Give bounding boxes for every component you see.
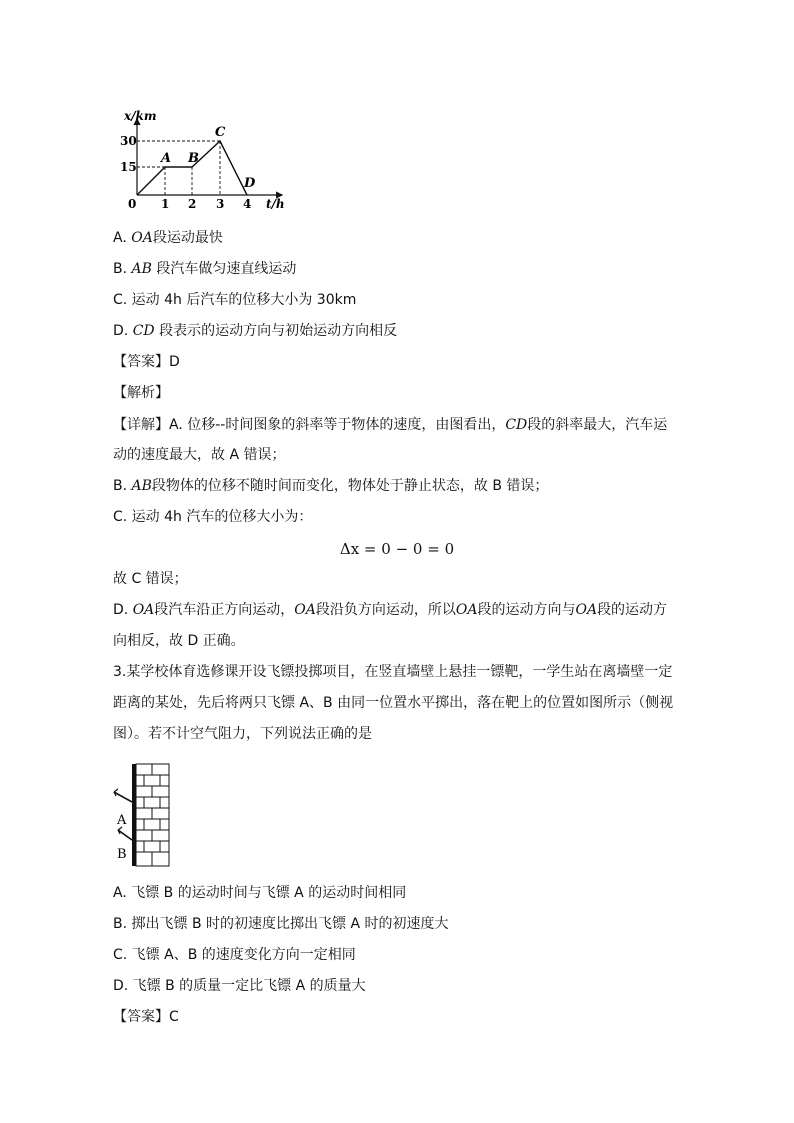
- q2-detail-d-mid4: 段的运动方: [597, 602, 668, 618]
- q2-detail-d-var3: OA: [455, 602, 478, 618]
- q2-option-c: C. 运动 4h 后汽车的位移大小为 30km: [113, 292, 357, 308]
- origin-label: 0: [128, 197, 137, 211]
- q3-stem-line3: 图）。若不计空气阻力，下列说法正确的是: [113, 726, 372, 742]
- q2-detail-d-var1: OA: [132, 602, 155, 618]
- q2-detail-d-line2: 向相反，故 D 正确。: [113, 633, 245, 649]
- q2-detail-b-prefix: B.: [113, 478, 132, 494]
- q2-detail-a-line2: 动的速度最大，故 A 错误；: [113, 447, 286, 463]
- point-label-c: C: [215, 125, 226, 140]
- q2-option-a-prefix: A.: [113, 230, 132, 246]
- q3-answer: 【答案】C: [113, 1009, 179, 1025]
- q2-detail-b-rest: 段物体的位移不随时间而变化，物体处于静止状态，故 B 错误；: [151, 478, 549, 494]
- q2-detail-b: [113, 476, 548, 496]
- q2-detail-d-mid2: 段沿负方向运动，所以: [315, 602, 456, 618]
- x-axis-label: t/h: [266, 197, 285, 211]
- q2-option-b-var: AB: [131, 261, 152, 277]
- q3-option-a: A. 飞镖 B 的运动时间与飞镖 A 的运动时间相同: [113, 885, 407, 901]
- q2-detail-a-line1: [113, 415, 667, 435]
- q2-detail-a-prefix: 【详解】A. 位移--时间图象的斜率等于物体的速度，由图看出，: [113, 417, 506, 433]
- y-axis-label: x/km: [124, 109, 157, 123]
- q2-detail-d-mid1: 段汽车沿正方向运动，: [154, 602, 295, 618]
- point-label-d: D: [244, 176, 256, 191]
- q2-detail-c-line1: C. 运动 4h 汽车的位移大小为：: [113, 509, 313, 525]
- q3-option-b: B. 掷出飞镖 B 时的初速度比掷出飞镖 A 时的初速度大: [113, 916, 449, 932]
- dart-label-a: A: [117, 813, 127, 828]
- q2-detail-d-var2: OA: [294, 602, 316, 618]
- dart-a: [114, 792, 132, 802]
- q2-option-d-prefix: D.: [113, 323, 133, 339]
- q2-detail-a-rest: 段的斜率最大，汽车运: [527, 417, 668, 433]
- displacement-formula: Δx = 0 − 0 = 0: [339, 540, 455, 558]
- dart-label-b: B: [117, 847, 127, 862]
- q2-detail-c-line2: 故 C 错误；: [113, 571, 188, 587]
- q2-option-a: [113, 228, 223, 248]
- q2-option-d: [113, 321, 397, 341]
- q2-analysis-title: 【解析】: [113, 385, 169, 401]
- dart-b: [118, 830, 132, 840]
- x-tick-2: 2: [188, 197, 197, 211]
- q2-option-d-var: CD: [132, 323, 155, 339]
- x-tick-4: 4: [243, 197, 252, 211]
- position-time-graph: [110, 105, 300, 215]
- x-tick-3: 3: [216, 197, 225, 211]
- q2-option-b-rest: 段汽车做匀速直线运动: [151, 261, 297, 277]
- y-tick-15: 15: [120, 160, 137, 174]
- q2-option-a-var: OA: [131, 230, 153, 246]
- q3-stem-line2: 距离的某处，先后将两只飞镖 A、B 由同一位置水平掷出，落在靶上的位置如图所示（侧视: [113, 695, 674, 711]
- q2-option-d-rest: 段表示的运动方向与初始运动方向相反: [154, 323, 398, 339]
- q2-answer: 【答案】D: [113, 354, 180, 370]
- q2-option-a-rest: 段运动最快: [152, 230, 223, 246]
- point-label-b: B: [188, 151, 199, 166]
- q2-detail-d-prefix: D.: [113, 602, 133, 618]
- brick-rows: [136, 764, 169, 866]
- q2-detail-d-var4: OA: [575, 602, 598, 618]
- q3-option-d: D. 飞镖 B 的质量一定比飞镖 A 的质量大: [113, 978, 366, 994]
- y-tick-30: 30: [120, 134, 137, 148]
- q2-detail-b-var: AB: [131, 478, 152, 494]
- q3-option-c: C. 飞镖 A、B 的速度变化方向一定相同: [113, 947, 356, 963]
- q3-stem-line1: 3.某学校体育选修课开设飞镖投掷项目，在竖直墙壁上悬挂一镖靶，一学生站在离墙壁一定: [113, 664, 673, 680]
- q2-option-b: [113, 259, 296, 279]
- point-label-a: A: [161, 151, 172, 166]
- q2-detail-a-var: CD: [505, 417, 528, 433]
- q2-detail-d-mid3: 段的运动方向与: [477, 602, 576, 618]
- x-tick-1: 1: [161, 197, 170, 211]
- dart-wall-figure: [112, 758, 182, 870]
- wall-face: [132, 764, 136, 866]
- q2-detail-d-line1: [113, 600, 667, 620]
- q2-option-b-prefix: B.: [113, 261, 132, 277]
